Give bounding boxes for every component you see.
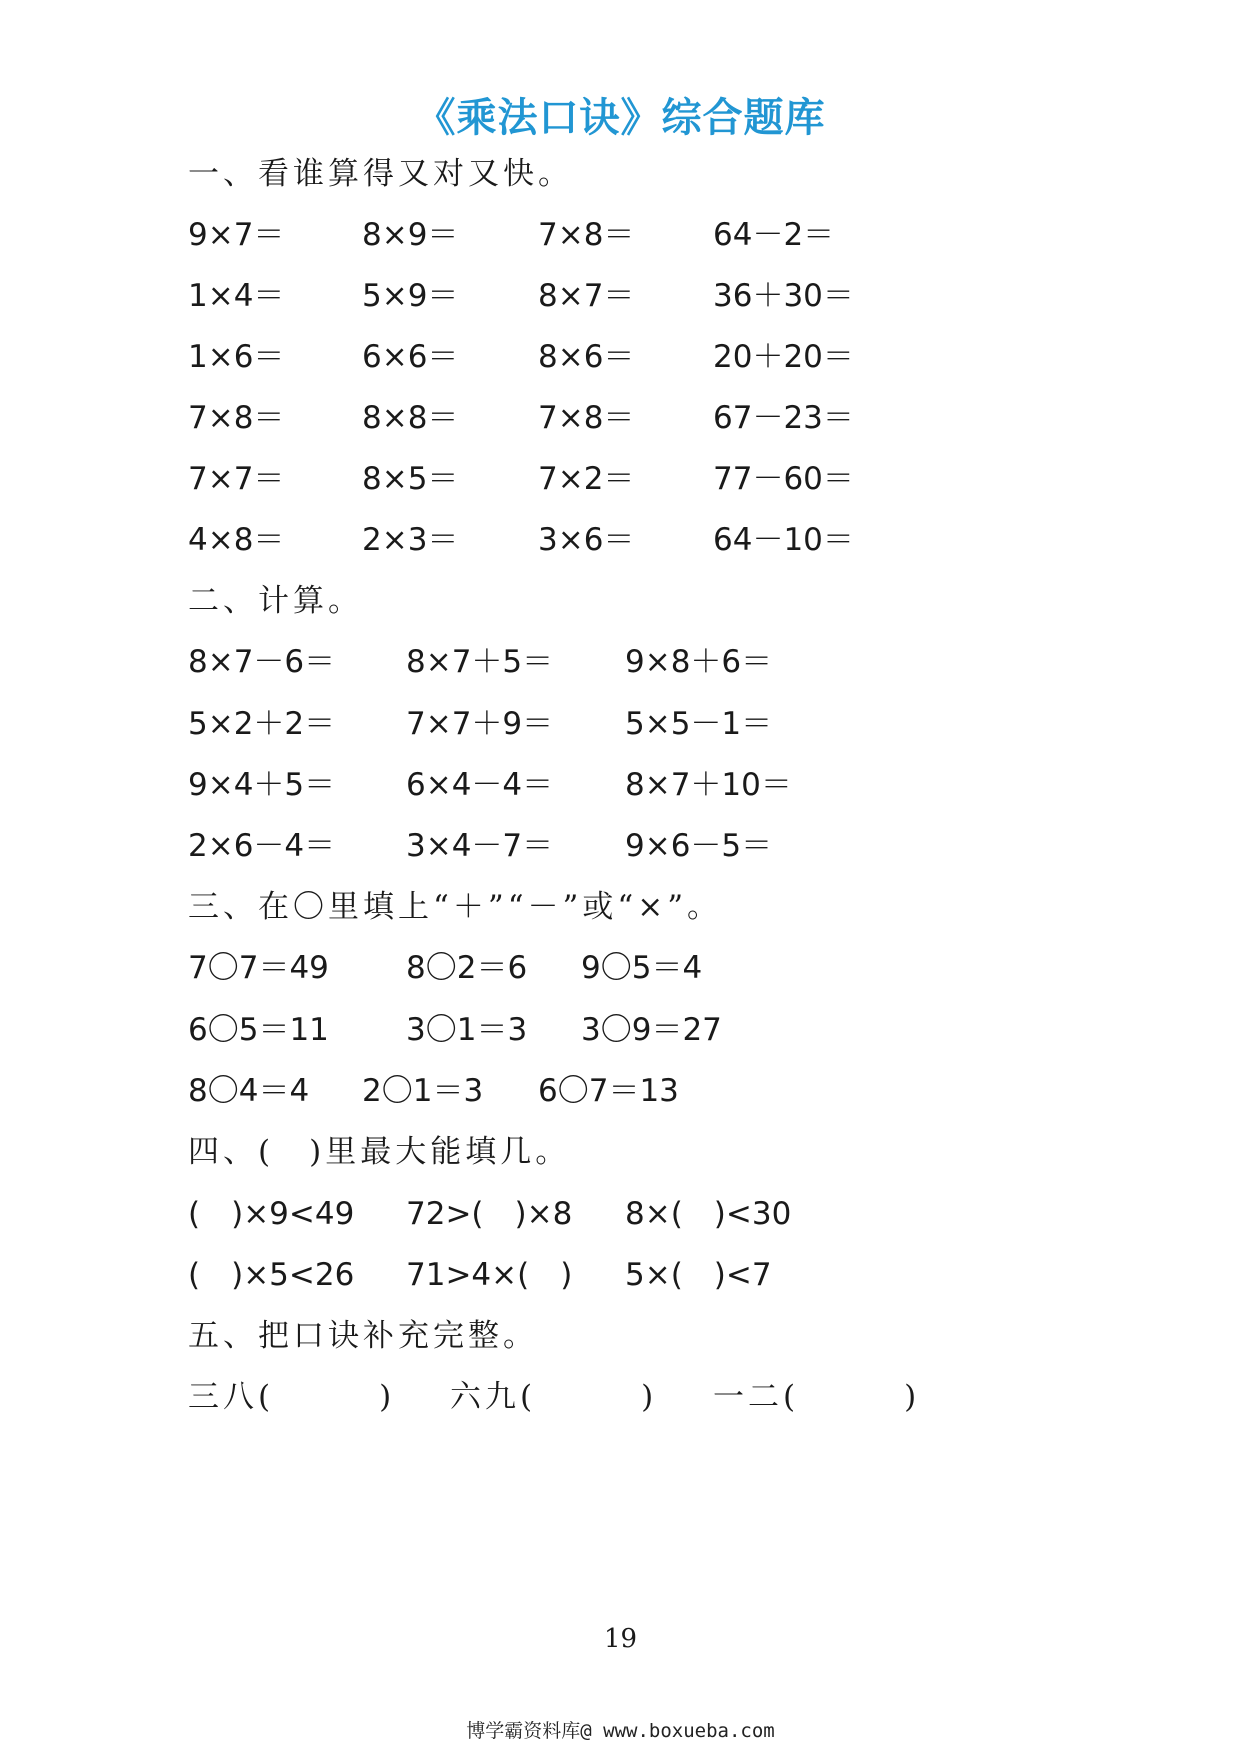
problem: 64－2＝ bbox=[713, 217, 835, 253]
problem: 72>( )×8 bbox=[406, 1196, 573, 1232]
problem: 1×4＝ bbox=[188, 278, 285, 314]
problem: 5×2＋2＝ bbox=[188, 706, 336, 742]
problem: 8×6＝ bbox=[538, 339, 635, 375]
section5-heading: 五、把口诀补充完整。 bbox=[188, 1318, 538, 1354]
section2-heading: 二、计算。 bbox=[188, 583, 363, 619]
problem: 8×7＋10＝ bbox=[625, 767, 792, 803]
problem: 9×7＝ bbox=[188, 217, 285, 253]
problem: 4×8＝ bbox=[188, 522, 285, 558]
problem: 36＋30＝ bbox=[713, 278, 854, 314]
problem: 7×8＝ bbox=[538, 217, 635, 253]
problem: 三八( ) bbox=[188, 1379, 396, 1415]
problem: 2〇1＝3 bbox=[362, 1073, 484, 1109]
problem: 71>4×( ) bbox=[406, 1257, 573, 1293]
problem: 77－60＝ bbox=[713, 461, 854, 497]
problem: 3〇1＝3 bbox=[406, 1012, 528, 1048]
problem: 7×7＝ bbox=[188, 461, 285, 497]
problem: 7〇7＝49 bbox=[188, 950, 329, 986]
section4-heading: 四、( )里最大能填几。 bbox=[188, 1134, 571, 1170]
problem: 9×6－5＝ bbox=[625, 828, 773, 864]
section3-heading: 三、在〇里填上“＋”“－”或“×”。 bbox=[188, 889, 723, 925]
page-number: 19 bbox=[603, 1624, 638, 1654]
problem: 7×8＝ bbox=[188, 400, 285, 436]
problem: 六九( ) bbox=[450, 1379, 658, 1415]
problem: 8〇2＝6 bbox=[406, 950, 528, 986]
problem: 7×8＝ bbox=[538, 400, 635, 436]
problem: ( )×9<49 bbox=[188, 1196, 355, 1232]
problem: 3〇9＝27 bbox=[581, 1012, 722, 1048]
problem: 2×3＝ bbox=[362, 522, 459, 558]
problem: 一二( ) bbox=[713, 1379, 921, 1415]
section1-heading: 一、看谁算得又对又快。 bbox=[188, 156, 573, 192]
problem: 5×9＝ bbox=[362, 278, 459, 314]
problem: 8×9＝ bbox=[362, 217, 459, 253]
problem: 9〇5＝4 bbox=[581, 950, 703, 986]
problem: 7×2＝ bbox=[538, 461, 635, 497]
problem: 8×7＝ bbox=[538, 278, 635, 314]
problem: 9×4＋5＝ bbox=[188, 767, 336, 803]
problem: 8〇4＝4 bbox=[188, 1073, 310, 1109]
problem: 6×6＝ bbox=[362, 339, 459, 375]
problem: 8×5＝ bbox=[362, 461, 459, 497]
problem: 67－23＝ bbox=[713, 400, 854, 436]
problem: 8×7－6＝ bbox=[188, 644, 336, 680]
problem: 3×4－7＝ bbox=[406, 828, 554, 864]
problem: 6〇7＝13 bbox=[538, 1073, 679, 1109]
problem: 2×6－4＝ bbox=[188, 828, 336, 864]
problem: 8×7＋5＝ bbox=[406, 644, 554, 680]
problem: ( )×5<26 bbox=[188, 1257, 355, 1293]
problem: 3×6＝ bbox=[538, 522, 635, 558]
problem: 6×4－4＝ bbox=[406, 767, 554, 803]
problem: 5×( )<7 bbox=[625, 1257, 772, 1293]
problem: 9×8＋6＝ bbox=[625, 644, 773, 680]
problem: 64－10＝ bbox=[713, 522, 854, 558]
problem: 8×8＝ bbox=[362, 400, 459, 436]
problem: 1×6＝ bbox=[188, 339, 285, 375]
page-title: 《乘法口诀》综合题库 bbox=[415, 95, 826, 141]
problem: 5×5－1＝ bbox=[625, 706, 773, 742]
problem: 6〇5＝11 bbox=[188, 1012, 329, 1048]
problem: 7×7＋9＝ bbox=[406, 706, 554, 742]
problem: 8×( )<30 bbox=[625, 1196, 792, 1232]
problem: 20＋20＝ bbox=[713, 339, 854, 375]
footer-watermark: 博学霸资料库@ www.boxueba.com bbox=[466, 1720, 775, 1742]
